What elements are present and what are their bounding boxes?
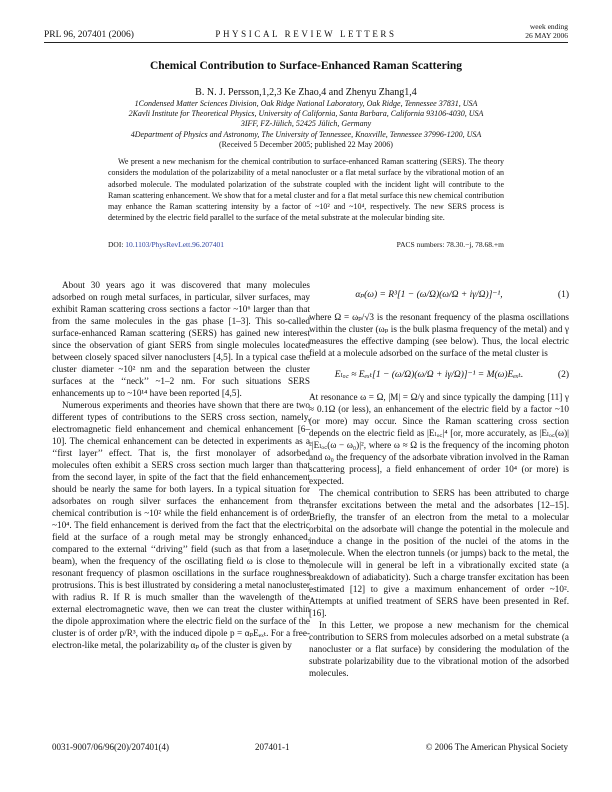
paragraph: At resonance ω = Ω, |M| = Ω/γ and since typically the damping [11] γ ≈ 0.1Ω (or less), an enhancement of the electric field by a factor ~10 (or more) may occur. Since the Raman scattering cross section depends on the electric field as |Eₗₒ꜀|⁴ [or, more accurately, as |Eₗₒ꜀(ω)|²|Eₗₒ꜀(ω − ω₀)|², where ω ≈ Ω is the frequency of the incoming photon and ω₀ the frequency of the adsorbate vibration involved in the Raman scattering process], a field enhancement of order 10⁴ (or more) is expected. <box>309 392 569 486</box>
paragraph: Numerous experiments and theories have shown that there are two different types of contributions to the SERS cross section, namely, electromagnetic field enhancement and chemical enhancement [6–10]. The chemical enhancement can be detected in experiments as a ‘‘first layer’’ effect. That is, the first monolayer of adsorbed molecules often exhibit a SERS cross section much larger than that from the second layer, in spite of the fact that the field enhancement should be nearly the same for both layers. In a typical situation for adsorbates on rough silver surfaces the enhancement from the chemical contribution is ~10² while the field enhancement is of order ~10⁴. The field enhancement is derived from the fact that the electric field at the surface of a rough metal may be strongly enhanced, compared to the external ‘‘driving’’ field (such as that from a laser beam), when the frequency of the oscillating field ω is close to the resonant frequency of plasmon oscillations in the surface roughness protrusions. This is best illustrated by considering a metal nanocluster with radius R. If R is much smaller than the wavelength of the external electromagnetic wave, then we can treat the cluster within the dipole approximation where the electric field on the surface of the cluster is of order p/R³, with the induced dipole p = αₚEₑₓₜ. For a free-electron-like metal, the polarizability αₚ of the cluster is given by <box>52 400 310 650</box>
citation: PRL 96, 207401 (2006) <box>44 30 134 40</box>
journal-name: PHYSICAL REVIEW LETTERS <box>215 29 397 39</box>
paper-title: Chemical Contribution to Surface-Enhanced Raman Scattering <box>149 60 463 72</box>
paragraph: where Ω = ωₚ/√3 is the resonant frequency of the plasma oscillations within the cluster (ωₚ is the bulk plasma frequency of the metal) and γ measures the effective damping (see below). Thus, the local electric field at a molecule adsorbed on the surface of the metal cluster is <box>309 312 569 358</box>
paragraph: About 30 years ago it was discovered that many molecules adsorbed on rough metal surfaces, in particular, silver surfaces, may exhibit Raman scattering cross sections a factor ~10⁶ larger than that from the same molecules in the gas phase [1–3]. This so-called surface-enhanced Raman scattering (SERS) has gained new interest since the observation of giant SERS from single molecules located between closely spaced silver nanoclusters [4,5]. In a typical case the cluster diameter ~10² nm and the separation between the cluster surfaces at the ‘‘neck’’ ~1–2 nm. For such situations SERS enhancements up to ~10¹⁴ have been reported [4,5]. <box>52 280 310 398</box>
running-header <box>44 22 568 43</box>
affiliation: 4Department of Physics and Astronomy, The University of Tennessee, Knoxville, Tennessee 37996-1200, USA <box>130 129 482 139</box>
right-column <box>309 279 569 679</box>
received-date: (Received 5 December 2005; published 22 May 2006) <box>219 139 393 149</box>
doi: DOI: 10.1103/PhysRevLett.96.207401 <box>108 240 224 249</box>
affiliation: 3IFF, FZ-Jülich, 52425 Jülich, Germany <box>240 119 372 129</box>
page-number: 207401-1 <box>255 742 290 752</box>
authors: B. N. J. Persson,1,2,3 Ke Zhao,4 and Zhenyu Zhang1,4 <box>195 87 417 98</box>
abstract: We present a new mechanism for the chemical contribution to surface-enhanced Raman scattering (SERS). The theory considers the modulation of the polarizability of a metal nanocluster or a flat metal surface by the vibrational motion of an adsorbed molecule. The modulated polarization of the substrate coupled with the incident light will contribute to the Raman scattering enhancement. We show that for a metal cluster and for a flat metal surface this new chemical contribution may enhance the Raman scattering intensity by a factor of ~10² and ~10⁴, respectively. The new SERS process is determined by the electric field parallel to the surface of the metal substrate at the molecular binding site. <box>108 157 504 223</box>
affiliations <box>0 99 612 150</box>
affiliation: 1Condensed Matter Sciences Division, Oak Ridge National Laboratory, Oak Ridge, Tennessee 37831, USA <box>134 99 478 108</box>
paragraph: In this Letter, we propose a new mechanism for the chemical contribution to SERS from molecules adsorbed on a metal substrate (a nanocluster or a flat surface) by considering the modulation of the substrate polarizability due to the vibrational motion of the adsorbed molecules. <box>309 620 569 678</box>
doi-link[interactable]: 10.1103/PhysRevLett.96.207401 <box>125 240 224 249</box>
paragraph: The chemical contribution to SERS has been attributed to charge transfer excitations between the metal and the adsorbates [12–15]. Briefly, the transfer of an electron from the metal to a molecular orbital on the adsorbate will change the potential in the molecule and induce a change in the position of the nuclei of the atoms in the molecule. When the electron tunnels (or jumps) back to the metal, the molecule will in general be left in a vibrationally excited state (a breakdown of adiabaticity). Such a charge transfer excitation has been estimated [12] to give a maximum enhancement of order ~10². Attempts at unified treatment of SERS have been presented in Ref. [16]. <box>309 488 569 618</box>
equation-1: αₚ(ω) = R³[1 − (ω/Ω)(ω/Ω + iγ/Ω)]⁻¹, (1) <box>355 290 569 300</box>
pacs-numbers: PACS numbers: 78.30.−j, 78.68.+m <box>396 240 504 249</box>
affiliation: 2Kavli Institute for Theoretical Physics, University of California, Santa Barbara, California 93106-4030, USA <box>128 109 484 119</box>
copyright: © 2006 The American Physical Society <box>425 742 568 752</box>
issue-date: week ending 26 MAY 2006 <box>525 22 568 40</box>
left-column <box>52 279 310 651</box>
equation-2: Eₗₒ꜀ ≈ Eₑₓₜ[1 − (ω/Ω)(ω/Ω + iγ/Ω)]⁻¹ = M(ω)Eₑₓₜ. (2) <box>334 370 569 380</box>
article-code: 0031-9007/06/96(20)/207401(4) <box>52 742 169 752</box>
